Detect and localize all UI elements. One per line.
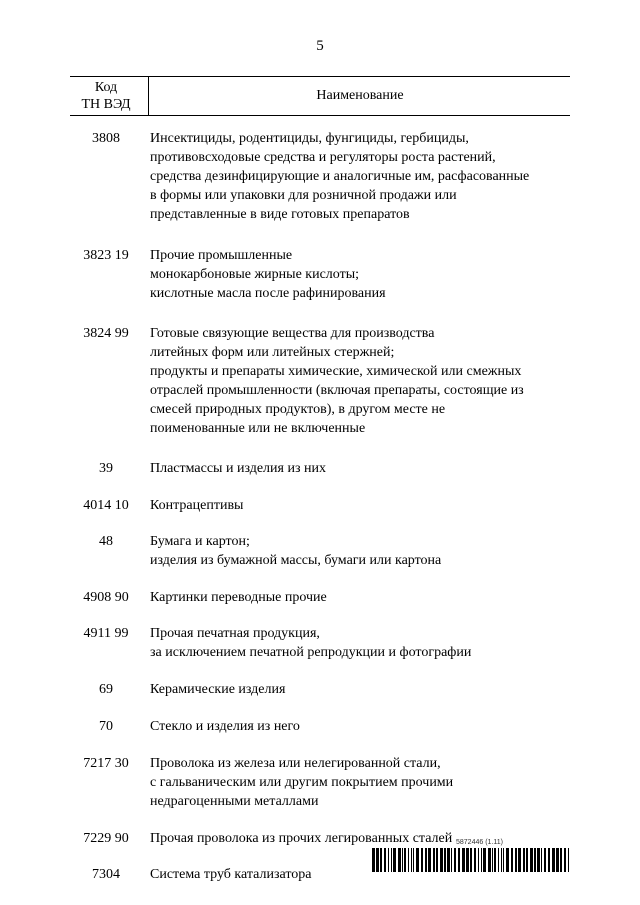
- list-item: [70, 324, 570, 438]
- entry-description: [150, 324, 570, 438]
- entry-description-line: Прочие промышленные: [150, 248, 293, 263]
- entry-description-line: изделия из бумажной массы, бумаги или картона: [150, 553, 442, 568]
- entry-code: 3823 19: [83, 248, 129, 263]
- entry-description-line: представленные в виде готовых препаратов: [150, 207, 410, 222]
- entry-description-line: отраслей промышленности (включая препараты, состоящие из: [150, 383, 524, 398]
- entry-description: [150, 129, 570, 224]
- entry-code: 3824 99: [83, 326, 129, 341]
- list-item: [70, 459, 570, 478]
- entry-description-line: Прочая печатная продукция,: [150, 626, 320, 641]
- entry-description-line: Система труб катализатора: [150, 867, 312, 882]
- entry-description-line: Керамические изделия: [150, 682, 286, 697]
- table-header: [70, 76, 570, 116]
- page-number: 5: [316, 38, 324, 54]
- entry-description: [150, 754, 570, 811]
- entry-code: 3808: [92, 131, 120, 146]
- list-item: [70, 754, 570, 811]
- entry-description-line: с гальваническим или другим покрытием прочими: [150, 775, 454, 790]
- header-column-divider: [148, 77, 149, 115]
- entry-description-line: Контрацептивы: [150, 498, 244, 513]
- entry-description-line: Прочая проволока из прочих легированных сталей: [150, 831, 453, 846]
- entries-list: [70, 129, 570, 902]
- entry-description-line: за исключением печатной репродукции и фотографии: [150, 645, 472, 660]
- entry-code: 48: [99, 534, 113, 549]
- entry-code: 7217 30: [83, 756, 129, 771]
- entry-description-line: продукты и препараты химические, химической или смежных: [150, 364, 522, 379]
- entry-description-line: литейных форм или литейных стержней;: [150, 345, 395, 360]
- entry-description: [150, 588, 570, 607]
- header-name-column: Наименование: [316, 88, 404, 103]
- entry-code: 7229 90: [83, 831, 129, 846]
- list-item: [70, 246, 570, 303]
- document-id: 5872446 (1.11): [456, 839, 503, 846]
- entry-description: [150, 829, 570, 848]
- entry-description-line: недрагоценными металлами: [150, 794, 319, 809]
- header-code-column: [70, 79, 142, 113]
- entry-description-line: поименованные или не включенные: [150, 421, 366, 436]
- header-code-line2: ТН ВЭД: [81, 97, 131, 112]
- entry-description-line: Пластмассы и изделия из них: [150, 461, 326, 476]
- entry-description: [150, 532, 570, 570]
- list-item: [70, 532, 570, 570]
- list-item: [70, 496, 570, 515]
- entry-description: [150, 496, 570, 515]
- entry-code: 70: [99, 719, 113, 734]
- entry-description-line: Бумага и картон;: [150, 534, 250, 549]
- entry-description-line: Готовые связующие вещества для производства: [150, 326, 435, 341]
- list-item: [70, 680, 570, 699]
- list-item: [70, 717, 570, 736]
- entry-description-line: кислотные масла после рафинирования: [150, 286, 386, 301]
- entry-description: [150, 246, 570, 303]
- list-item: [70, 624, 570, 662]
- barcode-icon: [372, 848, 570, 872]
- entry-description-line: Стекло и изделия из него: [150, 719, 300, 734]
- entry-description-line: Инсектициды, родентициды, фунгициды, гербициды,: [150, 131, 469, 146]
- entry-code: 4014 10: [83, 498, 129, 513]
- header-code-line1: Код: [94, 80, 118, 95]
- entry-description: [150, 717, 570, 736]
- entry-code: 4911 99: [83, 626, 129, 641]
- entry-description: [150, 459, 570, 478]
- entry-description-line: противовсходовые средства и регуляторы роста растений,: [150, 150, 496, 165]
- entry-code: 7304: [92, 867, 120, 882]
- entry-description-line: в формы или упаковки для розничной продажи или: [150, 188, 457, 203]
- entry-description: [150, 624, 570, 662]
- list-item: [70, 129, 570, 224]
- entry-code: 39: [99, 461, 113, 476]
- entry-description-line: монокарбоновые жирные кислоты;: [150, 267, 360, 282]
- entry-code: 69: [99, 682, 113, 697]
- entry-description-line: средства дезинфицирующие и аналогичные им, расфасованные: [150, 169, 530, 184]
- entry-description-line: Картинки переводные прочие: [150, 590, 327, 605]
- entry-description: [150, 680, 570, 699]
- list-item: [70, 588, 570, 607]
- entry-code: 4908 90: [83, 590, 129, 605]
- entry-description-line: Проволока из железа или нелегированной стали,: [150, 756, 441, 771]
- entry-description-line: смесей природных продуктов), в другом месте не: [150, 402, 446, 417]
